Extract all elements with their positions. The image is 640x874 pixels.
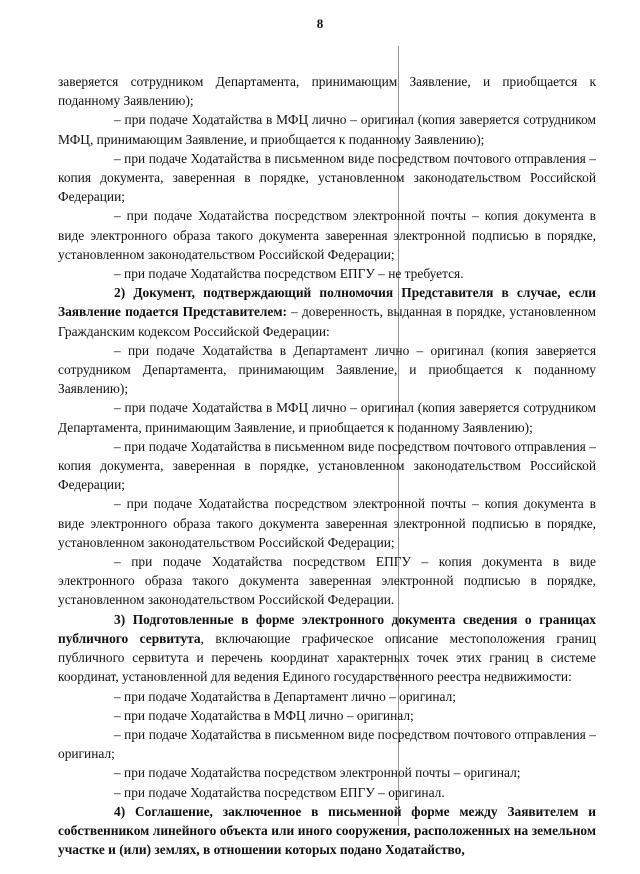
paragraph-text: – при подаче Ходатайства посредством электронной почты – оригинал; bbox=[114, 765, 521, 781]
paragraph bbox=[58, 264, 596, 283]
paragraph bbox=[58, 494, 596, 552]
document-body bbox=[58, 72, 596, 859]
paragraph bbox=[58, 149, 596, 207]
paragraph bbox=[58, 437, 596, 495]
paragraph-text: – при подаче Ходатайства посредством ЕПГУ – не требуется. bbox=[114, 266, 464, 282]
paragraph-text: , включающие графическое описание местоположения границ публичного сервитута и перечень координат характерных точек этих границ в системе координат, установленной для ведения Единого государственного реестра недвижимости: bbox=[58, 630, 596, 685]
paragraph bbox=[58, 802, 596, 860]
paragraph-text: – при подаче Ходатайства в письменном виде посредством почтового отправления – копия документа, заверенная в порядке, установленном законодательством Российской Федерации; bbox=[58, 150, 596, 205]
paragraph bbox=[58, 610, 596, 687]
paragraph bbox=[58, 110, 596, 148]
paragraph-text: – при подаче Ходатайства посредством ЕПГУ – копия документа в виде электронного образа такого документа заверенная электронной подписью в порядке, установленном законодательством Российской Федерации. bbox=[58, 554, 596, 608]
paragraph bbox=[58, 72, 596, 110]
paragraph-text: – при подаче Ходатайства посредством ЕПГУ – оригинал. bbox=[114, 784, 445, 800]
paragraph-text: – при подаче Ходатайства посредством электронной почты – копия документа в виде электронного образа такого документа заверенная электронной подписью в порядке, установленном законодательством Российской Федерации; bbox=[58, 208, 596, 262]
paragraph-text: – при подаче Ходатайства в МФЦ лично – оригинал (копия заверяется сотрудником Департамента, принимающим Заявление, и приобщается к поданному Заявлению); bbox=[58, 400, 596, 435]
paragraph-text: заверяется сотрудником Департамента, принимающим Заявление, и приобщается к поданному Заявлению); bbox=[58, 74, 596, 109]
paragraph-text: – при подаче Ходатайства в МФЦ лично – оригинал; bbox=[114, 707, 414, 723]
paragraph bbox=[58, 763, 596, 782]
paragraph bbox=[58, 725, 596, 763]
page-number: 8 bbox=[316, 16, 324, 31]
paragraph-text: – при подаче Ходатайства в Департамент лично – оригинал; bbox=[114, 688, 457, 704]
paragraph-text: – при подаче Ходатайства посредством электронной почты – копия документа в виде электронного образа такого документа заверенная электронной подписью в порядке, установленном законодательством Российской Федерации; bbox=[58, 496, 596, 550]
paragraph-heading: 4) Соглашение, заключенное в письменной форме между Заявителем и собственником линейного объекта или иного сооружения, расположенных на земельном участке и (или) землях, в отношении которых подано Ходатайство, bbox=[58, 803, 596, 858]
paragraph bbox=[58, 552, 596, 610]
paragraph-text: – при подаче Ходатайства в письменном виде посредством почтового отправления – копия документа, заверенная в порядке, установленном законодательством Российской Федерации; bbox=[58, 438, 596, 493]
paragraph bbox=[58, 341, 596, 399]
paragraph-text: – при подаче Ходатайства в письменном виде посредством почтового отправления – оригинал; bbox=[58, 726, 596, 762]
paragraph bbox=[58, 283, 596, 341]
paragraph bbox=[58, 206, 596, 264]
paragraph bbox=[58, 783, 596, 802]
paragraph bbox=[58, 706, 596, 725]
paragraph-text: – доверенность, выданная в порядке, установленном Гражданским кодексом Российской Федерации: bbox=[58, 304, 596, 339]
paragraph-heading: 2) Документ, подтверждающий полномочия Представителя в случае, если Заявление подается Представителем: bbox=[58, 285, 596, 320]
paragraph-text: – при подаче Ходатайства в Департамент лично – оригинал (копия заверяется сотрудником Департамента, принимающим Заявление, и приобщается к поданному Заявлению); bbox=[58, 342, 596, 397]
paragraph-heading: 3) Подготовленные в форме электронного документа сведения о границах публичного сервитута bbox=[58, 611, 596, 646]
paragraph bbox=[58, 398, 596, 436]
paragraph bbox=[58, 687, 596, 706]
paragraph-text: – при подаче Ходатайства в МФЦ лично – оригинал (копия заверяется сотрудником МФЦ, принимающим Заявление, и приобщается к поданному Заявлению); bbox=[58, 112, 596, 147]
